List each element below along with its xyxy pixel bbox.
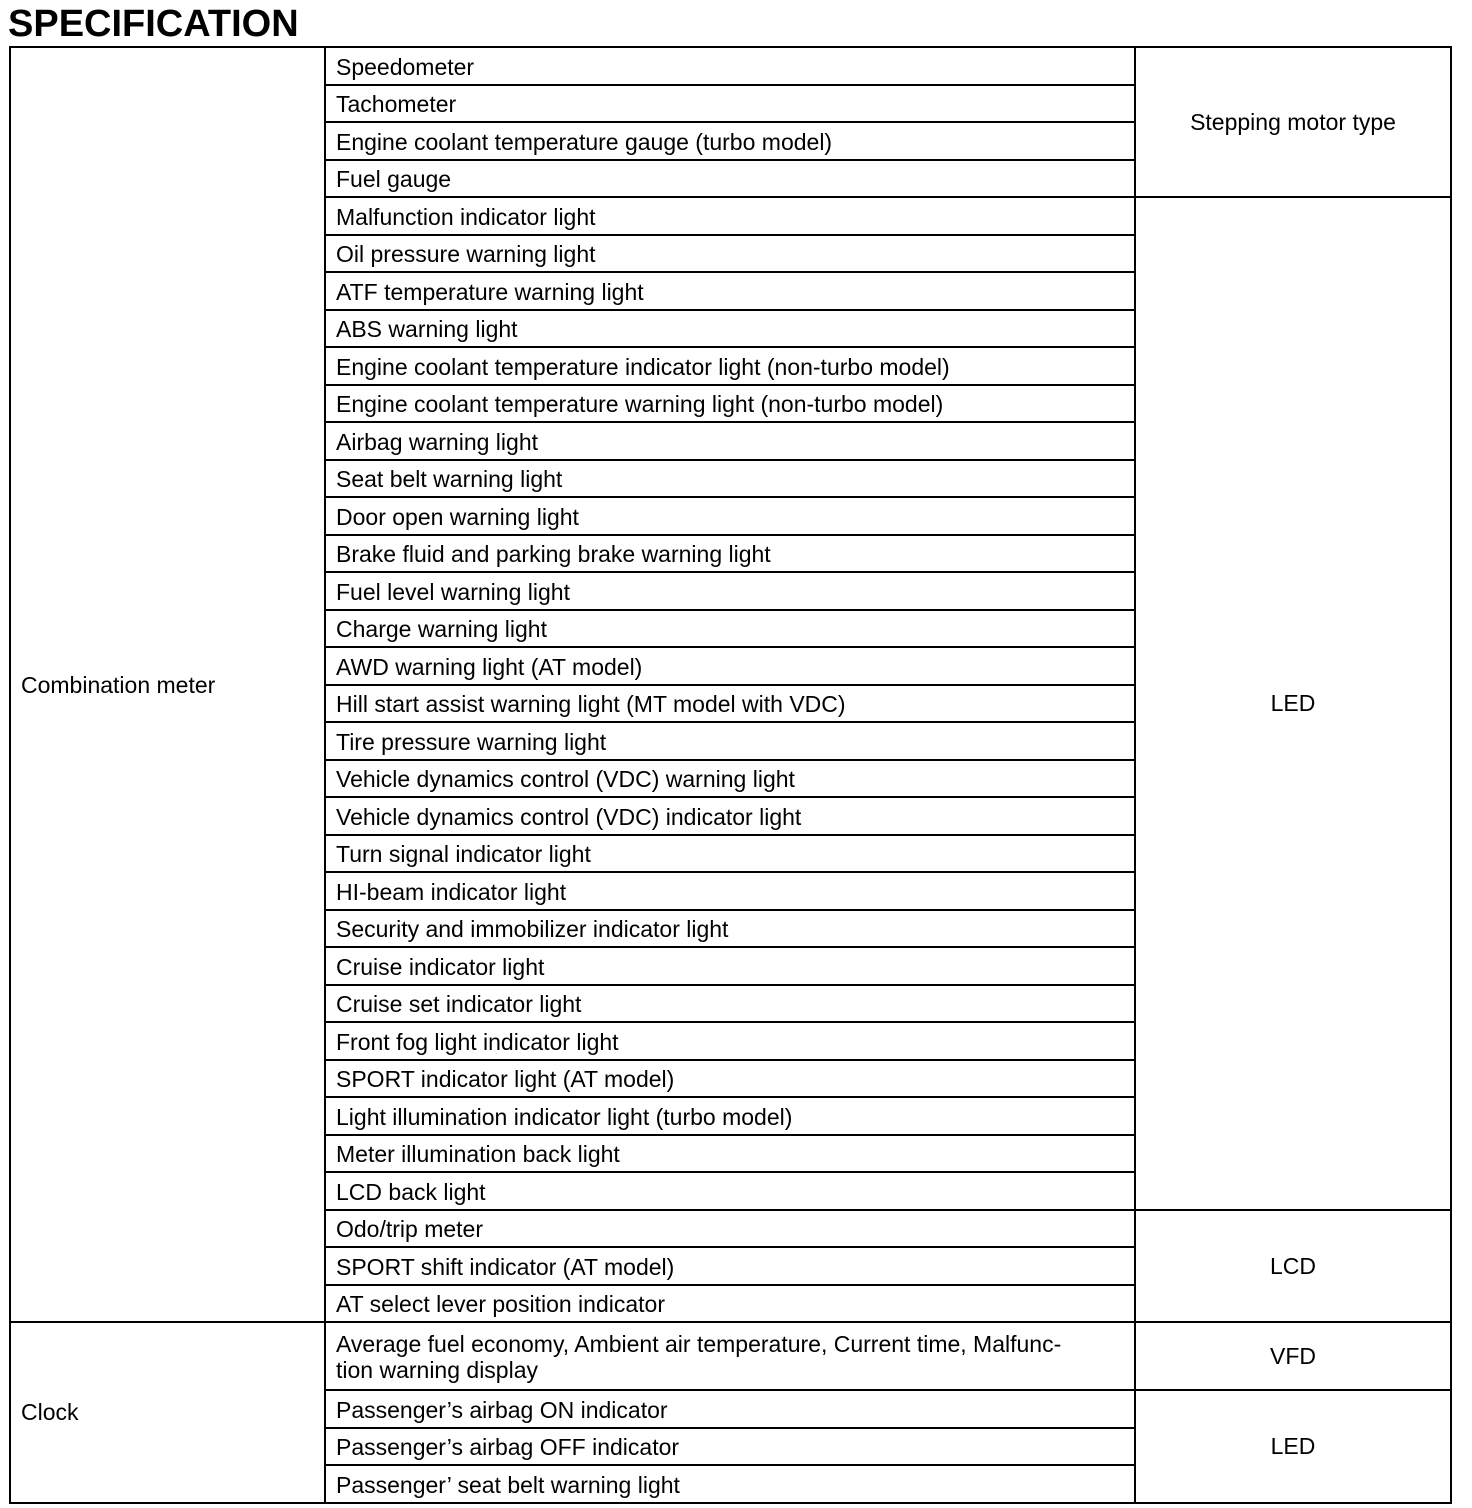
item-cell: AWD warning light (AT model) [325,647,1135,685]
item-cell: Front fog light indicator light [325,1022,1135,1060]
item-cell: Light illumination indicator light (turbo model) [325,1097,1135,1135]
item-cell: Tire pressure warning light [325,722,1135,760]
item-cell: AT select lever position indicator [325,1285,1135,1323]
item-cell: Engine coolant temperature indicator light (non-turbo model) [325,347,1135,385]
type-cell: Stepping motor type [1135,47,1451,197]
item-cell: Engine coolant temperature gauge (turbo model) [325,122,1135,160]
item-cell: ATF temperature warning light [325,272,1135,310]
item-cell: Average fuel economy, Ambient air temperature, Current time, Malfunc- tion warning display [325,1322,1135,1390]
page-title: SPECIFICATION [8,3,299,45]
item-cell: Vehicle dynamics control (VDC) warning light [325,760,1135,798]
item-cell: Speedometer [325,47,1135,85]
specification-table-body [10,47,1451,1503]
type-cell: LED [1135,197,1451,1210]
item-cell: Fuel level warning light [325,572,1135,610]
item-cell: Odo/trip meter [325,1210,1135,1248]
group-name-cell: Clock [10,1322,325,1503]
item-cell: Passenger’ seat belt warning light [325,1465,1135,1503]
type-cell: LCD [1135,1210,1451,1323]
item-cell: Brake fluid and parking brake warning light [325,535,1135,573]
item-cell: Passenger’s airbag OFF indicator [325,1428,1135,1466]
item-cell: Cruise set indicator light [325,985,1135,1023]
item-cell: Malfunction indicator light [325,197,1135,235]
item-cell: Charge warning light [325,610,1135,648]
item-cell: SPORT shift indicator (AT model) [325,1247,1135,1285]
type-cell: VFD [1135,1322,1451,1390]
table-row [10,1322,1451,1390]
item-cell: Cruise indicator light [325,947,1135,985]
item-cell: Security and immobilizer indicator light [325,910,1135,948]
table-row [10,47,1451,85]
item-cell: Engine coolant temperature warning light (non-turbo model) [325,385,1135,423]
item-cell: Turn signal indicator light [325,835,1135,873]
item-cell: Airbag warning light [325,422,1135,460]
item-cell: Passenger’s airbag ON indicator [325,1390,1135,1428]
group-name-cell: Combination meter [10,47,325,1322]
item-cell: Seat belt warning light [325,460,1135,498]
item-cell: Fuel gauge [325,160,1135,198]
item-cell: Meter illumination back light [325,1135,1135,1173]
item-cell: Vehicle dynamics control (VDC) indicator light [325,797,1135,835]
type-cell: LED [1135,1390,1451,1503]
item-cell: SPORT indicator light (AT model) [325,1060,1135,1098]
item-cell: Door open warning light [325,497,1135,535]
item-cell: HI-beam indicator light [325,872,1135,910]
item-cell: ABS warning light [325,310,1135,348]
specification-table [9,46,1452,1504]
item-cell: Oil pressure warning light [325,235,1135,273]
item-cell: Hill start assist warning light (MT model with VDC) [325,685,1135,723]
item-cell: Tachometer [325,85,1135,123]
item-cell: LCD back light [325,1172,1135,1210]
